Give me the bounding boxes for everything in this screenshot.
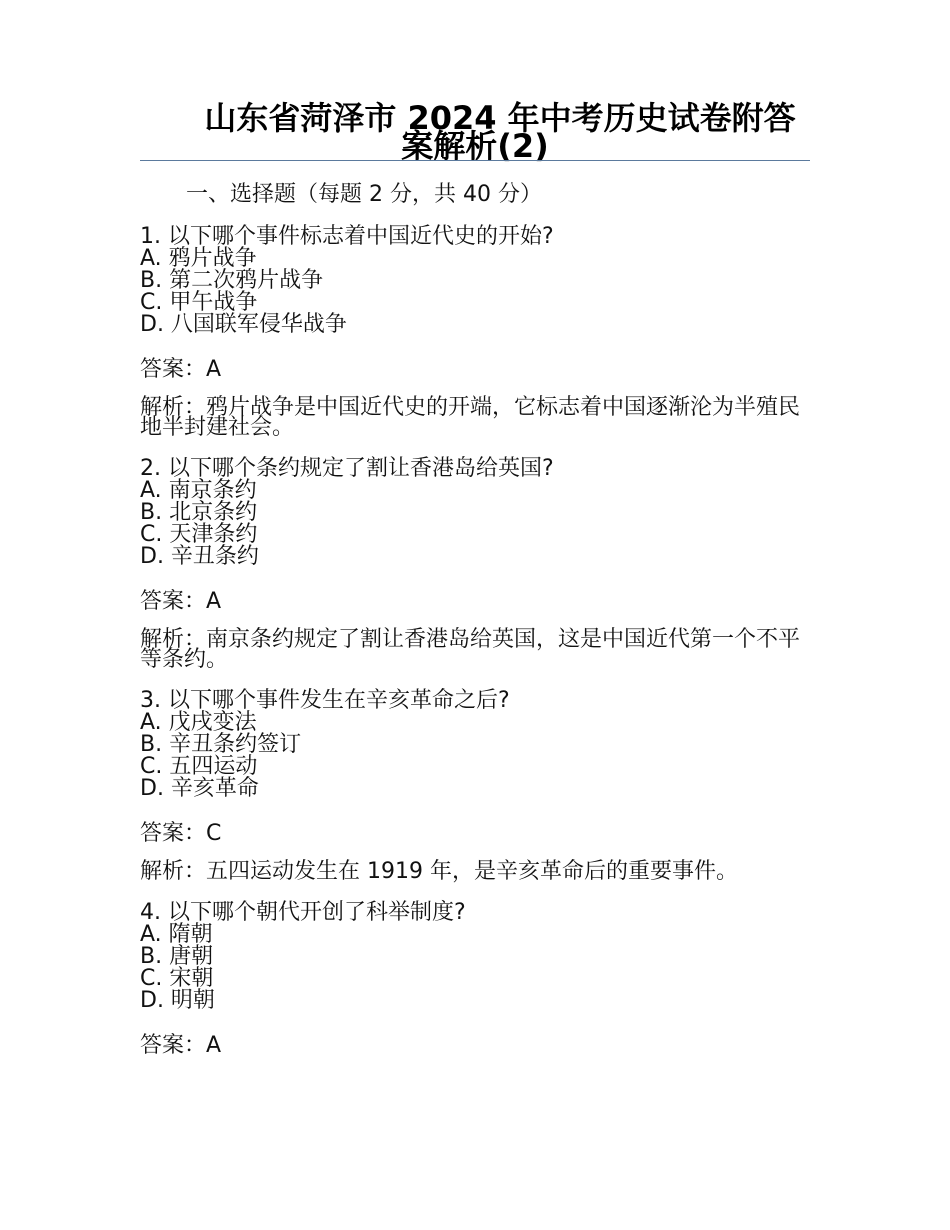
document-title-line-1: 山东省菏泽市 2024 年中考历史试卷附答: [204, 99, 796, 137]
option: A. 隋朝: [140, 922, 213, 947]
option: D. 八国联军侵华战争: [140, 312, 347, 337]
explanation: 解析：南京条约规定了割让香港岛给英国，这是中国近代第一个不平等条约。: [140, 627, 801, 672]
question-block: [140, 458, 820, 670]
document-title: [140, 99, 810, 165]
question: [140, 458, 820, 568]
option: A. 南京条约: [140, 478, 257, 503]
option: D. 明朝: [140, 988, 215, 1013]
explanation: 解析：鸦片战争是中国近代史的开端，它标志着中国逐渐沦为半殖民地半封建社会。: [140, 395, 801, 440]
question-text: 2. 以下哪个条约规定了割让香港岛给英国?: [140, 456, 554, 481]
question-block: [140, 226, 820, 438]
question: [140, 690, 820, 800]
section-heading: 一、选择题（每题 2 分，共 40 分）: [186, 182, 542, 207]
option: B. 辛丑条约签订: [140, 732, 302, 757]
answer: 答案：A: [140, 589, 222, 614]
question-list: [140, 226, 820, 1060]
title-underline: [140, 160, 810, 161]
option: B. 唐朝: [140, 944, 214, 969]
option: C. 宋朝: [140, 966, 214, 991]
explanation: 解析：五四运动发生在 1919 年，是辛亥革命后的重要事件。: [140, 859, 738, 884]
answer: 答案：A: [140, 357, 222, 382]
question-text: 3. 以下哪个事件发生在辛亥革命之后?: [140, 688, 510, 713]
option: A. 鸦片战争: [140, 246, 257, 271]
option: D. 辛丑条约: [140, 544, 259, 569]
option: B. 第二次鸦片战争: [140, 268, 324, 293]
option: C. 天津条约: [140, 522, 258, 547]
answer: 答案：C: [140, 821, 222, 846]
option: A. 戊戌变法: [140, 710, 257, 735]
document-title-line-2: 案解析(2): [401, 127, 549, 165]
question-block: [140, 690, 820, 882]
option: D. 辛亥革命: [140, 776, 259, 801]
option: C. 五四运动: [140, 754, 258, 779]
answer: 答案：A: [140, 1033, 222, 1058]
question: [140, 902, 820, 1012]
question-block: [140, 902, 820, 1060]
option: C. 甲午战争: [140, 290, 258, 315]
question-text: 4. 以下哪个朝代开创了科举制度?: [140, 900, 466, 925]
question: [140, 226, 820, 336]
question-text: 1. 以下哪个事件标志着中国近代史的开始?: [140, 224, 554, 249]
option: B. 北京条约: [140, 500, 258, 525]
